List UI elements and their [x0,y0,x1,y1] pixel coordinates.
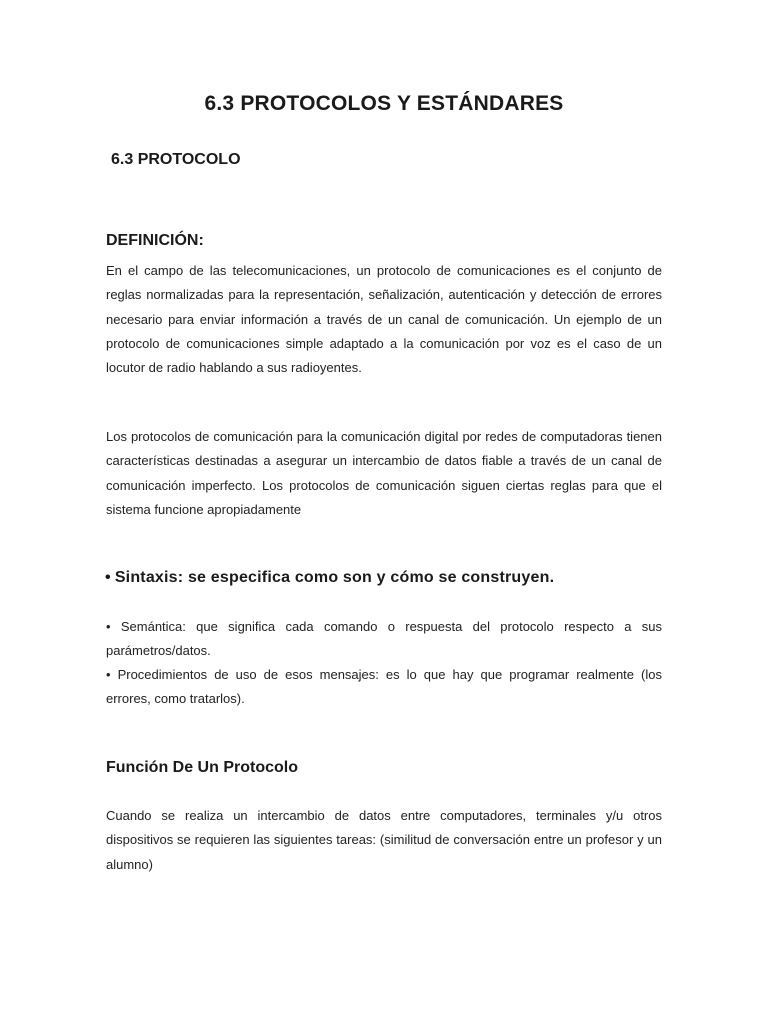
definition-paragraph-2: Los protocolos de comunicación para la comunicación digital por redes de computadoras tienen características destinadas a asegurar un intercambio de datos fiable a través de un canal de comunicación imperfecto. Los protocolos de comunicación siguen ciertas reglas para que el sistema funcione apropiadamente [106,429,662,517]
definition-heading: DEFINICIÓN: [106,232,204,249]
function-heading: Función De Un Protocolo [106,759,298,776]
semantics-paragraph: • Semántica: que significa cada comando o respuesta del protocolo respecto a sus parámetros/datos. [106,619,662,659]
page-title: 6.3 PROTOCOLOS Y ESTÁNDARES [204,92,564,115]
bullet-icon: • [105,569,111,586]
function-paragraph: Cuando se realiza un intercambio de datos entre computadores, terminales y/u otros dispositivos se requieren las siguientes tareas: (similitud de conversación entre un profesor y un alumno) [106,808,662,872]
syntax-heading-text: Sintaxis: se especifica como son y cómo se construyen. [114,569,555,586]
section-subtitle: 6.3 PROTOCOLO [111,151,241,168]
procedures-paragraph: • Procedimientos de uso de esos mensajes: es lo que hay que programar realmente (los errores, como tratarlos). [106,667,662,707]
syntax-heading [105,569,554,587]
definition-paragraph-1: En el campo de las telecomunicaciones, un protocolo de comunicaciones es el conjunto de reglas normalizadas para la representación, señalización, autenticación y detección de errores necesario para enviar información a través de un canal de comunicación. Un ejemplo de un protocolo de comunicaciones simple adaptado a la comunicación por voz es el caso de un locutor de radio hablando a sus radioyentes. [106,263,662,376]
